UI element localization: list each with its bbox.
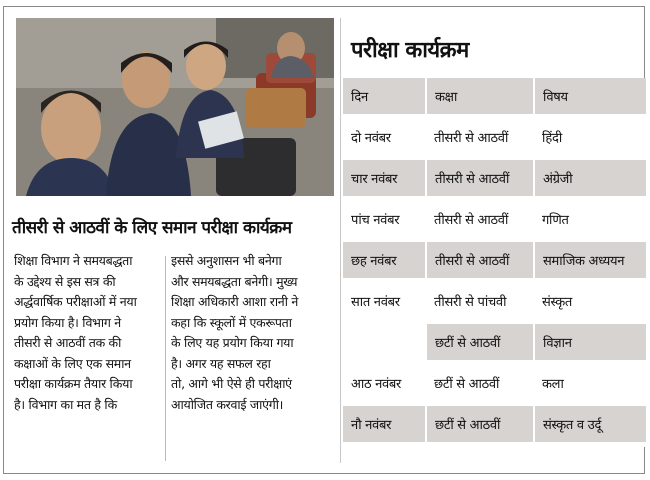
cell-subject: संस्कृत bbox=[534, 281, 646, 322]
cell-day: छह नवंबर bbox=[343, 240, 426, 281]
cell-subject: संस्कृत व उर्दू bbox=[534, 404, 646, 445]
cell-day bbox=[343, 322, 426, 363]
article-column-right bbox=[171, 251, 333, 415]
article-column-left bbox=[14, 251, 162, 415]
table-row bbox=[343, 363, 646, 404]
cell-day: पांच नवंबर bbox=[343, 199, 426, 240]
table-row bbox=[343, 322, 646, 363]
text-line: है। अगर यह सफल रहा bbox=[171, 355, 271, 371]
cell-subject: विज्ञान bbox=[534, 322, 646, 363]
text-line: कहा कि स्कूलों में एकरूपता bbox=[171, 314, 292, 330]
column-divider bbox=[165, 256, 166, 461]
cell-class: तीसरी से आठवीं bbox=[426, 158, 534, 199]
cell-class: तीसरी से आठवीं bbox=[426, 199, 534, 240]
cell-subject: हिंदी bbox=[534, 117, 646, 158]
text-line: शिक्षा अधिकारी आशा रानी ने bbox=[171, 294, 298, 309]
text-line: तीसरी से आठवीं तक की bbox=[14, 335, 122, 350]
cell-day: आठ नवंबर bbox=[343, 363, 426, 404]
table-row bbox=[343, 404, 646, 445]
sidebar-divider bbox=[340, 18, 341, 463]
table-row bbox=[343, 199, 646, 240]
children-studying-photo bbox=[16, 18, 334, 196]
table-row bbox=[343, 281, 646, 322]
cell-subject: अंग्रेजी bbox=[534, 158, 646, 199]
cell-subject: समाजिक अध्ययन bbox=[534, 240, 646, 281]
cell-class: तीसरी से पांचवी bbox=[426, 281, 534, 322]
cell-class: तीसरी से आठवीं bbox=[426, 117, 534, 158]
table-header-row bbox=[343, 78, 646, 117]
cell-class: छटीं से आठवीं bbox=[426, 363, 534, 404]
header-day: दिन bbox=[343, 78, 426, 117]
cell-day: सात नवंबर bbox=[343, 281, 426, 322]
table-row bbox=[343, 117, 646, 158]
table-row bbox=[343, 240, 646, 281]
cell-day: नौ नवंबर bbox=[343, 404, 426, 445]
article-headline: तीसरी से आठवीं के लिए समान परीक्षा कार्यक्रम bbox=[12, 218, 292, 238]
exam-schedule-table bbox=[343, 78, 646, 447]
text-line: है। विभाग का मत है कि bbox=[14, 396, 117, 412]
text-line: शिक्षा विभाग ने समयबद्धता bbox=[14, 253, 133, 268]
text-line: परीक्षा कार्यक्रम तैयार किया bbox=[14, 376, 133, 391]
text-line: कक्षाओं के लिए एक समान bbox=[14, 355, 131, 371]
header-subject: विषय bbox=[534, 78, 646, 117]
cell-day: दो नवंबर bbox=[343, 117, 426, 158]
cell-subject: गणित bbox=[534, 199, 646, 240]
schedule-title: परीक्षा कार्यक्रम bbox=[351, 38, 469, 63]
text-line: के उद्देश्य से इस सत्र की bbox=[14, 273, 116, 289]
cell-subject: कला bbox=[534, 363, 646, 404]
text-line: आयोजित करवाई जाएंगी। bbox=[171, 396, 284, 412]
text-line: प्रयोग किया है। विभाग ने bbox=[14, 314, 121, 330]
cell-class: तीसरी से आठवीं bbox=[426, 240, 534, 281]
cell-class: छटीं से आठवीं bbox=[426, 404, 534, 445]
text-line: तो, आगे भी ऐसे ही परीक्षाएं bbox=[171, 376, 292, 391]
text-line: अर्द्धवार्षिक परीक्षाओं में नया bbox=[14, 294, 137, 309]
cell-class: छटीं से आठवीं bbox=[426, 322, 534, 363]
text-line: और समयबद्धता बनेगी। मुख्य bbox=[171, 273, 298, 289]
cell-day: चार नवंबर bbox=[343, 158, 426, 199]
header-class: कक्षा bbox=[426, 78, 534, 117]
text-line: के लिए यह प्रयोग किया गया bbox=[171, 335, 294, 350]
text-line: इससे अनुशासन भी बनेगा bbox=[171, 253, 282, 268]
table-row bbox=[343, 158, 646, 199]
